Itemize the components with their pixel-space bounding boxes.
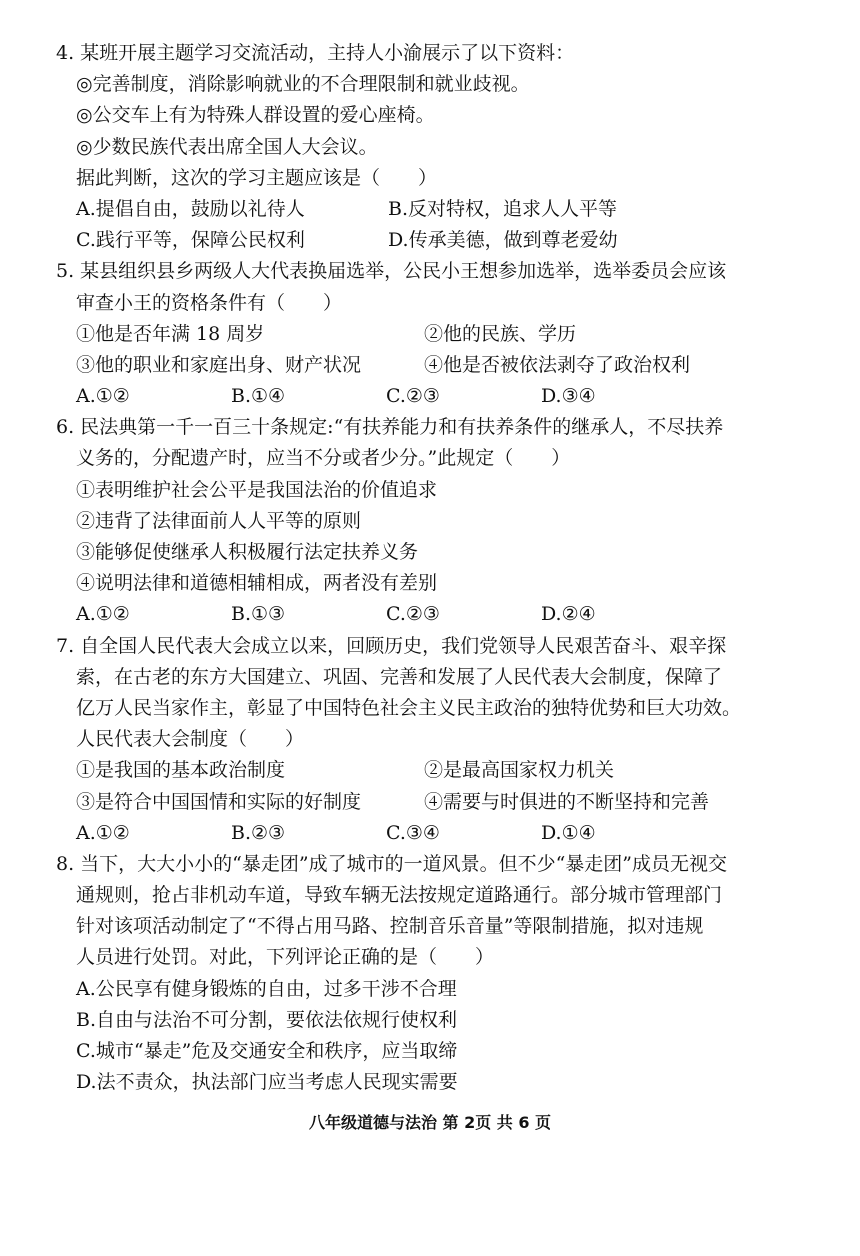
question-stem: 8. 当下，大大小小的“暴走团”成了城市的一道风景。但不少“暴走团”成员无视交 (56, 852, 728, 875)
question-stem: 6. 民法典第一千一百三十条规定:“有扶养能力和有扶养条件的继承人，不尽扶养 (56, 416, 724, 439)
question-5 (56, 256, 816, 412)
material-item: ◎少数民族代表出席全国人大会议。 (76, 135, 378, 158)
option-a[interactable]: A.①② (76, 385, 130, 408)
option-row (56, 225, 816, 256)
question-stem: 义务的，分配遗产时，应当不分或者少分。”此规定（ ） (76, 447, 571, 470)
option-a[interactable]: A.公民享有健身锻炼的自由，过多干涉不合理 (76, 977, 457, 1000)
option-b[interactable]: B.②③ (231, 821, 286, 844)
question-4 (56, 38, 816, 256)
question-stem: 5. 某县组织县乡两级人大代表换届选举，公民小王想参加选举，选举委员会应该 (56, 260, 727, 283)
option-row (56, 818, 816, 849)
option-row (56, 381, 816, 412)
option-c[interactable]: C.践行平等，保障公民权利 (76, 229, 305, 252)
material-item: ◎公交车上有为特殊人群设置的爱心座椅。 (76, 104, 435, 127)
question-stem: 索，在古老的东方大国建立、巩固、完善和发展了人民代表大会制度，保障了 (76, 665, 723, 688)
question-prompt: 据此判断，这次的学习主题应该是（ ） (76, 166, 438, 189)
material-item: ◎完善制度，消除影响就业的不合理限制和就业歧视。 (76, 73, 530, 96)
option-c[interactable]: C.②③ (386, 603, 440, 626)
option-d[interactable]: D.法不责众，执法部门应当考虑人民现实需要 (76, 1071, 458, 1094)
option-row (56, 194, 816, 225)
statement-2: ②违背了法律面前人人平等的原则 (76, 509, 362, 532)
statement-4: ④需要与时俱进的不断坚持和完善 (424, 790, 710, 813)
option-b[interactable]: B.①③ (231, 603, 286, 626)
statement-row (56, 319, 816, 350)
question-stem: 通规则，抢占非机动车道，导致车辆无法按规定道路通行。部分城市管理部门 (76, 884, 723, 907)
statement-2: ②是最高国家权力机关 (424, 759, 615, 782)
option-d[interactable]: D.传承美德，做到尊老爱幼 (388, 229, 618, 252)
option-b[interactable]: B.自由与法治不可分割，要依法依规行使权利 (76, 1008, 458, 1031)
question-7 (56, 631, 816, 849)
option-a[interactable]: A.①② (76, 603, 130, 626)
option-c[interactable]: C.②③ (386, 385, 440, 408)
option-d[interactable]: D.①④ (541, 821, 596, 844)
question-stem: 4. 某班开展主题学习交流活动，主持人小渝展示了以下资料： (56, 42, 575, 64)
statement-1: ①他是否年满 18 周岁 (76, 322, 265, 345)
statement-1: ①表明维护社会公平是我国法治的价值追求 (76, 478, 438, 501)
question-stem: 人民代表大会制度（ ） (76, 728, 305, 751)
option-c[interactable]: C.城市“暴走”危及交通安全和秩序，应当取缔 (76, 1040, 458, 1062)
question-8 (56, 849, 816, 1099)
option-row (56, 599, 816, 630)
question-stem: 针对该项活动制定了“不得占用马路、控制音乐音量”等限制措施，拟对违规 (76, 915, 704, 938)
question-list (56, 38, 816, 1098)
option-a[interactable]: A.提倡自由，鼓励以礼待人 (76, 197, 305, 220)
page-footer: 八年级道德与法治 第 2页 共 6 页 (308, 1113, 552, 1132)
option-d[interactable]: D.②④ (541, 603, 596, 626)
statement-3: ③是符合中国国情和实际的好制度 (76, 790, 362, 813)
question-stem: 亿万人民当家作主，彰显了中国特色社会主义民主政治的独特优势和巨大功效。 (76, 696, 742, 719)
option-b[interactable]: B.反对特权，追求人人平等 (388, 197, 618, 220)
statement-4: ④他是否被依法剥夺了政治权利 (424, 353, 691, 376)
option-c[interactable]: C.③④ (386, 821, 440, 844)
statement-row (56, 787, 816, 818)
option-a[interactable]: A.①② (76, 821, 130, 844)
question-stem: 人员进行处罚。对此，下列评论正确的是（ ） (76, 946, 495, 969)
statement-2: ②他的民族、学历 (424, 322, 577, 345)
option-d[interactable]: D.③④ (541, 385, 596, 408)
statement-3: ③他的职业和家庭出身、财产状况 (76, 353, 362, 376)
question-stem: 7. 自全国人民代表大会成立以来，回顾历史，我们党领导人民艰苦奋斗、艰辛探 (56, 634, 727, 657)
question-6 (56, 412, 816, 630)
question-stem: 审查小王的资格条件有（ ） (76, 291, 343, 314)
statement-3: ③能够促使继承人积极履行法定扶养义务 (76, 541, 419, 563)
statement-row (56, 350, 816, 381)
statement-row (56, 755, 816, 786)
statement-1: ①是我国的基本政治制度 (76, 759, 286, 782)
option-b[interactable]: B.①④ (231, 385, 286, 408)
statement-4: ④说明法律和道德相辅相成，两者没有差别 (76, 572, 438, 595)
